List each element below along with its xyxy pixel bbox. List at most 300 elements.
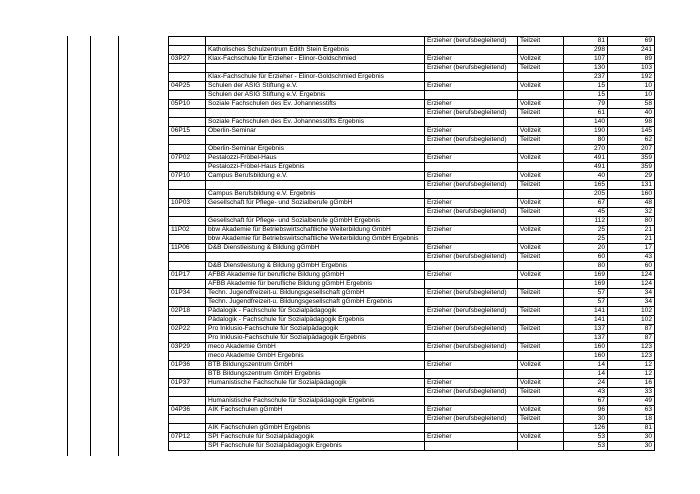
school-code-cell bbox=[169, 352, 206, 361]
program-type-cell: Erzieher (berufsbegleitend) bbox=[425, 37, 518, 46]
count-total-cell: 165 bbox=[564, 181, 608, 190]
school-code-cell bbox=[169, 388, 206, 397]
program-type-cell: Erzieher bbox=[425, 100, 518, 109]
school-name-cell: Katholisches Schulzentrum Edith Stein Ergebnis bbox=[206, 46, 425, 55]
study-mode-cell bbox=[518, 190, 564, 199]
program-type-cell bbox=[425, 163, 518, 172]
program-type-cell: Erzieher bbox=[425, 226, 518, 235]
count-total-cell: 137 bbox=[564, 334, 608, 343]
school-code-cell: 03P29 bbox=[169, 343, 206, 352]
count-total-cell: 137 bbox=[564, 325, 608, 334]
study-mode-cell: Vollzeit bbox=[518, 226, 564, 235]
study-mode-cell bbox=[518, 73, 564, 82]
left-margin-rule-3 bbox=[118, 36, 119, 456]
table-row bbox=[169, 163, 655, 172]
school-code-cell bbox=[169, 118, 206, 127]
count-female-cell: 12 bbox=[608, 361, 655, 370]
school-code-cell bbox=[169, 280, 206, 289]
program-type-cell bbox=[425, 118, 518, 127]
school-code-cell bbox=[169, 64, 206, 73]
table-row bbox=[169, 388, 655, 397]
program-type-cell bbox=[425, 262, 518, 271]
study-mode-cell bbox=[518, 118, 564, 127]
program-type-cell: Erzieher (berufsbegleitend) bbox=[425, 388, 518, 397]
study-mode-cell bbox=[518, 235, 564, 244]
table-row bbox=[169, 352, 655, 361]
school-name-cell: Oberlin-Seminar bbox=[206, 127, 425, 136]
program-type-cell bbox=[425, 424, 518, 433]
school-name-cell: Campus Berufsbildung e.V. bbox=[206, 172, 425, 181]
count-female-cell: 12 bbox=[608, 370, 655, 379]
study-mode-cell: Teilzeit bbox=[518, 253, 564, 262]
count-female-cell: 30 bbox=[608, 433, 655, 442]
table-row bbox=[169, 73, 655, 82]
count-total-cell: 298 bbox=[564, 46, 608, 55]
count-total-cell: 25 bbox=[564, 226, 608, 235]
school-name-cell: BTB Bildungszentrum GmbH bbox=[206, 361, 425, 370]
table-row bbox=[169, 199, 655, 208]
table-row bbox=[169, 325, 655, 334]
count-total-cell: 80 bbox=[564, 136, 608, 145]
table-row bbox=[169, 433, 655, 442]
table-row bbox=[169, 307, 655, 316]
study-mode-cell: Teilzeit bbox=[518, 307, 564, 316]
school-name-cell: Soziale Fachschulen des Ev. Johannesstifts bbox=[206, 100, 425, 109]
program-type-cell: Erzieher (berufsbegleitend) bbox=[425, 343, 518, 352]
school-code-cell: 01P36 bbox=[169, 361, 206, 370]
program-type-cell: Erzieher bbox=[425, 379, 518, 388]
school-code-cell bbox=[169, 370, 206, 379]
count-female-cell: 123 bbox=[608, 343, 655, 352]
study-mode-cell: Teilzeit bbox=[518, 37, 564, 46]
study-mode-cell bbox=[518, 145, 564, 154]
count-female-cell: 192 bbox=[608, 73, 655, 82]
table-row bbox=[169, 343, 655, 352]
school-code-cell bbox=[169, 208, 206, 217]
count-total-cell: 141 bbox=[564, 307, 608, 316]
study-mode-cell: Teilzeit bbox=[518, 181, 564, 190]
count-female-cell: 80 bbox=[608, 217, 655, 226]
school-code-cell: 07P10 bbox=[169, 172, 206, 181]
study-mode-cell bbox=[518, 280, 564, 289]
school-name-cell: Klax-Fachschule für Erzieher - Elinor-Goldschmied bbox=[206, 55, 425, 64]
school-name-cell bbox=[206, 64, 425, 73]
study-mode-cell bbox=[518, 91, 564, 100]
study-mode-cell bbox=[518, 46, 564, 55]
count-total-cell: 81 bbox=[564, 37, 608, 46]
school-code-cell: 04P25 bbox=[169, 82, 206, 91]
count-total-cell: 107 bbox=[564, 55, 608, 64]
count-total-cell: 57 bbox=[564, 289, 608, 298]
count-female-cell: 29 bbox=[608, 172, 655, 181]
school-code-cell bbox=[169, 217, 206, 226]
school-name-cell: AFBB Akademie für berufliche Bildung gGmbH bbox=[206, 271, 425, 280]
school-name-cell: meco Akademie GmbH Ergebnis bbox=[206, 352, 425, 361]
table-row bbox=[169, 361, 655, 370]
count-female-cell: 131 bbox=[608, 181, 655, 190]
count-female-cell: 123 bbox=[608, 352, 655, 361]
table-row bbox=[169, 271, 655, 280]
count-total-cell: 79 bbox=[564, 100, 608, 109]
count-female-cell: 34 bbox=[608, 298, 655, 307]
count-female-cell: 16 bbox=[608, 379, 655, 388]
study-mode-cell bbox=[518, 442, 564, 451]
school-name-cell: Pädalogik - Fachschule für Sozialpädagogik bbox=[206, 307, 425, 316]
table-row bbox=[169, 118, 655, 127]
count-total-cell: 160 bbox=[564, 343, 608, 352]
table-row bbox=[169, 154, 655, 163]
program-type-cell: Erzieher (berufsbegleitend) bbox=[425, 208, 518, 217]
program-type-cell: Erzieher (berufsbegleitend) bbox=[425, 109, 518, 118]
school-code-cell bbox=[169, 190, 206, 199]
count-female-cell: 49 bbox=[608, 397, 655, 406]
school-name-cell: Gesellschaft für Pflege- und Sozialberufe gGmbH bbox=[206, 199, 425, 208]
count-total-cell: 96 bbox=[564, 406, 608, 415]
table-row bbox=[169, 370, 655, 379]
count-total-cell: 491 bbox=[564, 154, 608, 163]
program-type-cell: Erzieher (berufsbegleitend) bbox=[425, 64, 518, 73]
count-total-cell: 15 bbox=[564, 91, 608, 100]
program-type-cell: Erzieher bbox=[425, 172, 518, 181]
study-mode-cell bbox=[518, 334, 564, 343]
school-code-cell: 01P37 bbox=[169, 379, 206, 388]
school-code-cell: 10P03 bbox=[169, 199, 206, 208]
table-row bbox=[169, 280, 655, 289]
count-female-cell: 40 bbox=[608, 109, 655, 118]
table-row bbox=[169, 244, 655, 253]
count-total-cell: 67 bbox=[564, 397, 608, 406]
school-code-cell: 02P18 bbox=[169, 307, 206, 316]
count-total-cell: 14 bbox=[564, 370, 608, 379]
program-type-cell bbox=[425, 397, 518, 406]
school-name-cell: AFBB Akademie für berufliche Bildung gGmbH Ergebnis bbox=[206, 280, 425, 289]
program-type-cell: Erzieher bbox=[425, 361, 518, 370]
program-type-cell: Erzieher bbox=[425, 199, 518, 208]
school-code-cell: 07P02 bbox=[169, 154, 206, 163]
study-mode-cell: Teilzeit bbox=[518, 109, 564, 118]
count-total-cell: 61 bbox=[564, 109, 608, 118]
count-total-cell: 14 bbox=[564, 361, 608, 370]
school-name-cell: Pädalogik - Fachschule für Sozialpädagogik Ergebnis bbox=[206, 316, 425, 325]
school-code-cell: 05P10 bbox=[169, 100, 206, 109]
school-code-cell bbox=[169, 262, 206, 271]
school-name-cell: SPI Fachschule für Sozialpädagogik Ergebnis bbox=[206, 442, 425, 451]
count-total-cell: 80 bbox=[564, 262, 608, 271]
school-name-cell: BTB Bildungszentrum GmbH Ergebnis bbox=[206, 370, 425, 379]
count-female-cell: 69 bbox=[608, 37, 655, 46]
school-name-cell bbox=[206, 181, 425, 190]
count-female-cell: 359 bbox=[608, 154, 655, 163]
school-name-cell: Klax-Fachschule für Erzieher - Elinor-Goldschmied Ergebnis bbox=[206, 73, 425, 82]
study-mode-cell bbox=[518, 298, 564, 307]
count-total-cell: 270 bbox=[564, 145, 608, 154]
program-type-cell: Erzieher bbox=[425, 127, 518, 136]
table-row bbox=[169, 55, 655, 64]
school-name-cell: Campus Berufsbildung e.V. Ergebnis bbox=[206, 190, 425, 199]
count-female-cell: 21 bbox=[608, 235, 655, 244]
count-female-cell: 10 bbox=[608, 82, 655, 91]
count-female-cell: 124 bbox=[608, 271, 655, 280]
table-row bbox=[169, 298, 655, 307]
table-row bbox=[169, 334, 655, 343]
left-margin-rule-2 bbox=[90, 36, 91, 456]
count-total-cell: 60 bbox=[564, 253, 608, 262]
school-name-cell bbox=[206, 388, 425, 397]
school-name-cell: Pro Inklusio-Fachschule für Sozialpädagogik Ergebnis bbox=[206, 334, 425, 343]
table-row bbox=[169, 91, 655, 100]
school-code-cell bbox=[169, 181, 206, 190]
program-type-cell bbox=[425, 91, 518, 100]
count-female-cell: 34 bbox=[608, 289, 655, 298]
table-row bbox=[169, 208, 655, 217]
study-mode-cell: Teilzeit bbox=[518, 208, 564, 217]
study-mode-cell: Teilzeit bbox=[518, 325, 564, 334]
study-mode-cell: Teilzeit bbox=[518, 289, 564, 298]
study-mode-cell: Vollzeit bbox=[518, 154, 564, 163]
table-row bbox=[169, 145, 655, 154]
count-female-cell: 102 bbox=[608, 307, 655, 316]
school-code-cell bbox=[169, 415, 206, 424]
school-code-cell bbox=[169, 442, 206, 451]
school-name-cell bbox=[206, 109, 425, 118]
count-female-cell: 30 bbox=[608, 442, 655, 451]
count-total-cell: 24 bbox=[564, 379, 608, 388]
count-total-cell: 20 bbox=[564, 244, 608, 253]
study-mode-cell bbox=[518, 370, 564, 379]
school-name-cell: Pestalozzi-Fröbel-Haus bbox=[206, 154, 425, 163]
count-female-cell: 33 bbox=[608, 388, 655, 397]
table-row bbox=[169, 262, 655, 271]
count-total-cell: 190 bbox=[564, 127, 608, 136]
count-total-cell: 25 bbox=[564, 235, 608, 244]
school-name-cell: Techn. Jugendfreizeit-u. Bildungsgesellschaft gGmbH Ergebnis bbox=[206, 298, 425, 307]
school-name-cell: Humanistische Fachschule für Sozialpädagogik Ergebnis bbox=[206, 397, 425, 406]
count-female-cell: 43 bbox=[608, 253, 655, 262]
table-row bbox=[169, 226, 655, 235]
study-mode-cell: Teilzeit bbox=[518, 136, 564, 145]
program-type-cell: Erzieher (berufsbegleitend) bbox=[425, 415, 518, 424]
count-total-cell: 43 bbox=[564, 388, 608, 397]
count-total-cell: 130 bbox=[564, 64, 608, 73]
school-name-cell bbox=[206, 208, 425, 217]
count-total-cell: 160 bbox=[564, 352, 608, 361]
table-row bbox=[169, 100, 655, 109]
count-total-cell: 169 bbox=[564, 271, 608, 280]
count-female-cell: 62 bbox=[608, 136, 655, 145]
count-total-cell: 15 bbox=[564, 82, 608, 91]
program-type-cell: Erzieher bbox=[425, 271, 518, 280]
school-code-cell bbox=[169, 316, 206, 325]
table-row bbox=[169, 190, 655, 199]
table-row bbox=[169, 136, 655, 145]
count-total-cell: 40 bbox=[564, 172, 608, 181]
study-mode-cell: Teilzeit bbox=[518, 343, 564, 352]
school-code-cell: 07P12 bbox=[169, 433, 206, 442]
study-mode-cell bbox=[518, 316, 564, 325]
count-total-cell: 30 bbox=[564, 415, 608, 424]
table-row bbox=[169, 172, 655, 181]
study-mode-cell: Vollzeit bbox=[518, 199, 564, 208]
count-female-cell: 87 bbox=[608, 325, 655, 334]
school-code-cell: 02P22 bbox=[169, 325, 206, 334]
school-name-cell: Oberlin-Seminar Ergebnis bbox=[206, 145, 425, 154]
program-type-cell: Erzieher (berufsbegleitend) bbox=[425, 136, 518, 145]
school-name-cell: bbw Akademie für Betriebswirtschaftliche Weiterbildung GmbH Ergebnis bbox=[206, 235, 425, 244]
left-margin-rule-1 bbox=[67, 36, 68, 456]
table-row bbox=[169, 235, 655, 244]
school-code-cell bbox=[169, 73, 206, 82]
program-type-cell: Erzieher bbox=[425, 406, 518, 415]
study-mode-cell: Teilzeit bbox=[518, 415, 564, 424]
count-total-cell: 140 bbox=[564, 118, 608, 127]
study-mode-cell bbox=[518, 397, 564, 406]
study-mode-cell: Vollzeit bbox=[518, 271, 564, 280]
table-row bbox=[169, 46, 655, 55]
count-total-cell: 57 bbox=[564, 298, 608, 307]
count-female-cell: 32 bbox=[608, 208, 655, 217]
study-mode-cell bbox=[518, 424, 564, 433]
school-name-cell: Pro Inklusio-Fachschule für Sozialpädagogik bbox=[206, 325, 425, 334]
program-type-cell bbox=[425, 190, 518, 199]
count-total-cell: 53 bbox=[564, 433, 608, 442]
school-name-cell: D&B Dienstleistung & Bildung gGmbH bbox=[206, 244, 425, 253]
program-type-cell bbox=[425, 334, 518, 343]
table-row bbox=[169, 37, 655, 46]
study-mode-cell bbox=[518, 262, 564, 271]
table-row bbox=[169, 181, 655, 190]
school-code-cell: 11P02 bbox=[169, 226, 206, 235]
school-code-cell bbox=[169, 298, 206, 307]
count-total-cell: 491 bbox=[564, 163, 608, 172]
count-female-cell: 103 bbox=[608, 64, 655, 73]
study-mode-cell: Vollzeit bbox=[518, 361, 564, 370]
school-code-cell bbox=[169, 136, 206, 145]
school-code-cell bbox=[169, 91, 206, 100]
school-code-cell: 11P06 bbox=[169, 244, 206, 253]
school-name-cell: Techn. Jugendfreizeit-u. Bildungsgesellschaft gGmbH bbox=[206, 289, 425, 298]
school-code-cell: 01P17 bbox=[169, 271, 206, 280]
program-type-cell: Erzieher bbox=[425, 244, 518, 253]
school-code-cell bbox=[169, 109, 206, 118]
study-mode-cell: Vollzeit bbox=[518, 379, 564, 388]
school-code-cell bbox=[169, 235, 206, 244]
school-code-cell bbox=[169, 397, 206, 406]
program-type-cell bbox=[425, 370, 518, 379]
program-type-cell: Erzieher bbox=[425, 55, 518, 64]
count-female-cell: 81 bbox=[608, 424, 655, 433]
program-type-cell: Erzieher (berufsbegleitend) bbox=[425, 181, 518, 190]
program-type-cell bbox=[425, 316, 518, 325]
program-type-cell: Erzieher (berufsbegleitend) bbox=[425, 289, 518, 298]
study-mode-cell: Vollzeit bbox=[518, 244, 564, 253]
program-type-cell: Erzieher bbox=[425, 154, 518, 163]
table-row bbox=[169, 127, 655, 136]
school-name-cell: Soziale Fachschulen des Ev. Johannesstifts Ergebnis bbox=[206, 118, 425, 127]
count-total-cell: 45 bbox=[564, 208, 608, 217]
count-female-cell: 18 bbox=[608, 415, 655, 424]
study-mode-cell: Vollzeit bbox=[518, 127, 564, 136]
school-results-table bbox=[168, 36, 655, 451]
count-female-cell: 207 bbox=[608, 145, 655, 154]
study-mode-cell: Vollzeit bbox=[518, 100, 564, 109]
study-mode-cell: Teilzeit bbox=[518, 388, 564, 397]
study-mode-cell bbox=[518, 352, 564, 361]
school-code-cell bbox=[169, 46, 206, 55]
count-female-cell: 58 bbox=[608, 100, 655, 109]
program-type-cell bbox=[425, 73, 518, 82]
table-row bbox=[169, 82, 655, 91]
count-female-cell: 60 bbox=[608, 262, 655, 271]
count-total-cell: 67 bbox=[564, 199, 608, 208]
school-name-cell bbox=[206, 415, 425, 424]
school-name-cell: SPI Fachschule für Sozialpädagogik bbox=[206, 433, 425, 442]
school-code-cell bbox=[169, 163, 206, 172]
program-type-cell bbox=[425, 352, 518, 361]
school-name-cell bbox=[206, 136, 425, 145]
table-row bbox=[169, 316, 655, 325]
school-name-cell: bbw Akademie für Betriebswirtschaftliche Weiterbildung GmbH bbox=[206, 226, 425, 235]
count-total-cell: 141 bbox=[564, 316, 608, 325]
count-female-cell: 48 bbox=[608, 199, 655, 208]
table-row bbox=[169, 406, 655, 415]
school-name-cell: Schulen der ASIG Stiftung e.V. bbox=[206, 82, 425, 91]
table-row bbox=[169, 289, 655, 298]
table-row bbox=[169, 379, 655, 388]
program-type-cell: Erzieher (berufsbegleitend) bbox=[425, 307, 518, 316]
count-total-cell: 126 bbox=[564, 424, 608, 433]
program-type-cell: Erzieher bbox=[425, 433, 518, 442]
school-code-cell: 04P36 bbox=[169, 406, 206, 415]
count-female-cell: 102 bbox=[608, 316, 655, 325]
table-row bbox=[169, 442, 655, 451]
school-code-cell: 03P27 bbox=[169, 55, 206, 64]
count-total-cell: 205 bbox=[564, 190, 608, 199]
program-type-cell bbox=[425, 46, 518, 55]
school-code-cell bbox=[169, 37, 206, 46]
study-mode-cell: Teilzeit bbox=[518, 64, 564, 73]
program-type-cell bbox=[425, 298, 518, 307]
count-female-cell: 241 bbox=[608, 46, 655, 55]
count-female-cell: 21 bbox=[608, 226, 655, 235]
study-mode-cell bbox=[518, 163, 564, 172]
count-female-cell: 98 bbox=[608, 118, 655, 127]
school-name-cell: AIK Fachschulen gGmbH bbox=[206, 406, 425, 415]
count-female-cell: 145 bbox=[608, 127, 655, 136]
program-type-cell: Erzieher (berufsbegleitend) bbox=[425, 253, 518, 262]
study-mode-cell: Vollzeit bbox=[518, 82, 564, 91]
school-name-cell bbox=[206, 253, 425, 262]
count-female-cell: 87 bbox=[608, 334, 655, 343]
count-total-cell: 237 bbox=[564, 73, 608, 82]
program-type-cell: Erzieher (berufsbegleitend) bbox=[425, 325, 518, 334]
program-type-cell bbox=[425, 280, 518, 289]
count-female-cell: 17 bbox=[608, 244, 655, 253]
program-type-cell bbox=[425, 145, 518, 154]
count-female-cell: 63 bbox=[608, 406, 655, 415]
school-code-cell bbox=[169, 424, 206, 433]
table-row bbox=[169, 109, 655, 118]
count-female-cell: 359 bbox=[608, 163, 655, 172]
school-name-cell: Gesellschaft für Pflege- und Sozialberufe gGmbH Ergebnis bbox=[206, 217, 425, 226]
count-female-cell: 10 bbox=[608, 91, 655, 100]
school-code-cell: 01P34 bbox=[169, 289, 206, 298]
study-mode-cell: Vollzeit bbox=[518, 406, 564, 415]
school-name-cell: AIK Fachschulen gGmbH Ergebnis bbox=[206, 424, 425, 433]
table-row bbox=[169, 424, 655, 433]
program-type-cell: Erzieher bbox=[425, 82, 518, 91]
study-mode-cell: Vollzeit bbox=[518, 433, 564, 442]
school-name-cell: Pestalozzi-Fröbel-Haus Ergebnis bbox=[206, 163, 425, 172]
